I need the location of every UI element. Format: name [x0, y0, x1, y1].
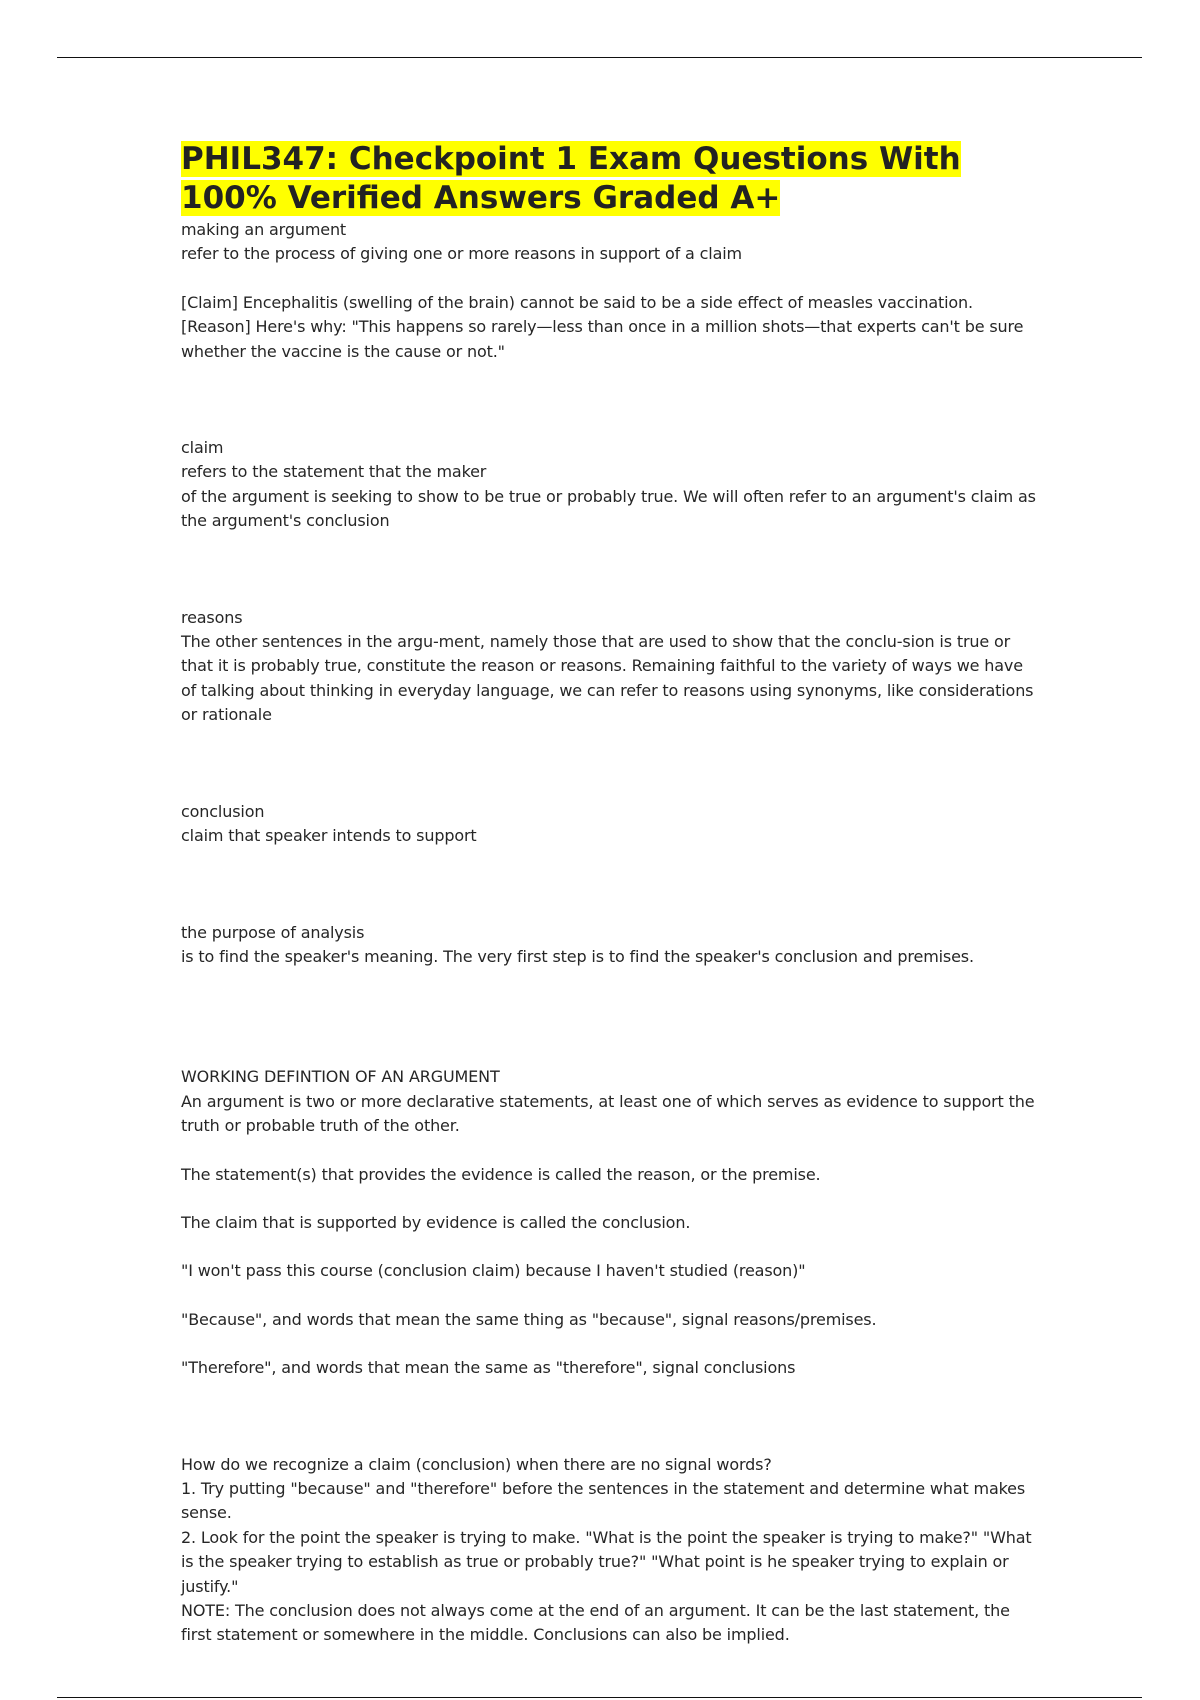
entry-term: WORKING DEFINTION OF AN ARGUMENT — [181, 1067, 500, 1087]
entry-definition: of the argument is seeking to show to be true or probably true. We will often refer to an argument's claim as the argument's conclusion — [181, 486, 1036, 531]
entry-definition: "Therefore", and words that mean the same as "therefore", signal conclusions — [181, 1358, 796, 1378]
entry-term: making an argument — [181, 220, 347, 239]
entry-definition: [Reason] Here's why: "This happens so rarely—less than once in a million shots—that experts can't be sure whether the vaccine is the cause or not." — [181, 317, 1024, 361]
entry-definition: refer to the process of giving one or more reasons in support of a claim — [181, 244, 742, 264]
entry-term: reasons — [181, 607, 243, 627]
document-body — [181, 140, 1041, 1648]
entry-working-definition — [181, 1065, 1041, 1380]
entry-definition: The statement(s) that provides the evidence is called the reason, or the premise. — [181, 1164, 821, 1184]
entry-definition: is to find the speaker's meaning. The very first step is to find the speaker's conclusion and premises. — [181, 946, 974, 966]
entry-conclusion — [181, 800, 1041, 849]
entry-definition: "I won't pass this course (conclusion claim) because I haven't studied (reason)" — [181, 1261, 806, 1281]
entry-making-an-argument — [181, 218, 1041, 364]
entry-term: the purpose of analysis — [181, 922, 365, 942]
entry-definition: The claim that is supported by evidence is called the conclusion. — [181, 1212, 691, 1232]
entry-definition: 1. Try putting "because" and "therefore" before the sentences in the statement and determine what makes sense. — [181, 1478, 1026, 1523]
entry-term: claim — [181, 438, 224, 458]
entry-term: How do we recognize a claim (conclusion) when there are no signal words? — [181, 1454, 772, 1474]
document-title — [181, 140, 1041, 218]
entry-definition: "Because", and words that mean the same thing as "because", signal reasons/premises. — [181, 1309, 877, 1329]
entry-claim — [181, 436, 1041, 534]
entry-definition: An argument is two or more declarative statements, at least one of which serves as evidence to support the truth or probable truth of the other. — [181, 1091, 1035, 1136]
entry-definition: The other sentences in the argu-ment, namely those that are used to show that the conclu-sion is true or that it is probably true, constitute the reason or reasons. Remaining faithful to the variety of ways we have of talking about thinking in everyday language, we can refer to reasons using synonyms, like considerations or rationale — [181, 632, 1034, 725]
entry-purpose-of-analysis — [181, 921, 1041, 970]
entry-definition: [Claim] Encephalitis (swelling of the brain) cannot be said to be a side effect of measles vaccination. — [181, 292, 973, 312]
page-bottom-rule — [57, 1697, 1142, 1698]
page-top-rule — [57, 57, 1142, 58]
entry-definition: refers to the statement that the maker — [181, 462, 487, 482]
entries — [181, 218, 1041, 1648]
entry-reasons — [181, 606, 1041, 728]
entry-definition: claim that speaker intends to support — [181, 826, 477, 846]
document-title-text: PHIL347: Checkpoint 1 Exam Questions With 100% Verified Answers Graded A+ — [181, 141, 961, 216]
entry-term: conclusion — [181, 801, 265, 821]
entry-definition: NOTE: The conclusion does not always come at the end of an argument. It can be the last statement, the first statement or somewhere in the middle. Conclusions can also be implied. — [181, 1601, 1010, 1645]
entry-definition: 2. Look for the point the speaker is trying to make. "What is the point the speaker is trying to make?" "What is the speaker trying to establish as true or probably true?" "What point is he speaker trying to explain or justify." — [181, 1527, 1032, 1596]
entry-recognize-claim — [181, 1453, 1041, 1648]
